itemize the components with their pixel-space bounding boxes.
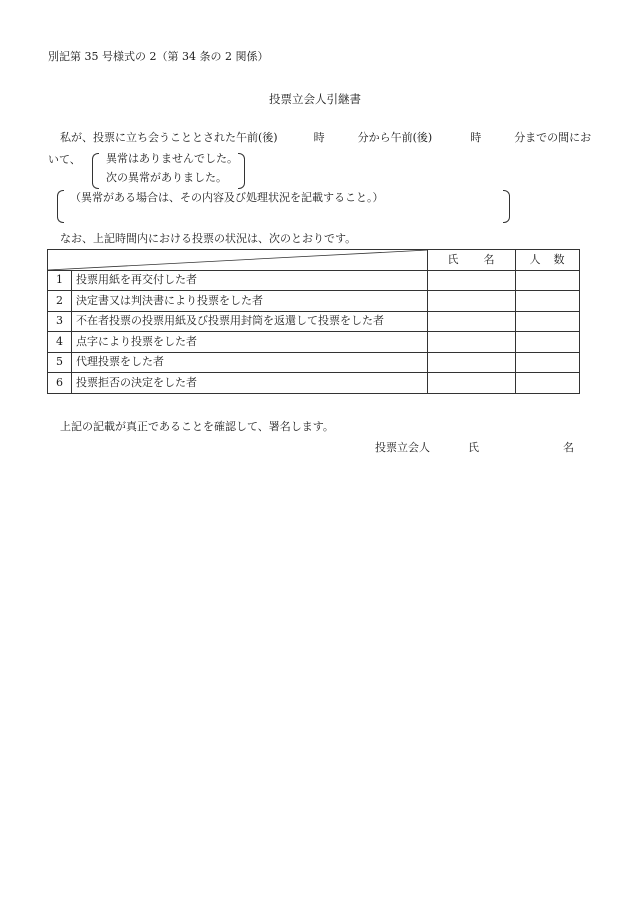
left-bracket xyxy=(92,153,99,189)
right-bracket xyxy=(238,153,245,189)
row-label: 不在者投票の投票用紙及び投票用封筒を返還して投票をした者 xyxy=(72,311,428,332)
name-cell[interactable] xyxy=(428,373,516,394)
name-cell[interactable] xyxy=(428,352,516,373)
row-label: 投票用紙を再交付した者 xyxy=(72,270,428,291)
table-row xyxy=(48,291,580,312)
paragraph-line-1 xyxy=(60,131,591,145)
voting-status-table xyxy=(47,249,580,394)
header-count: 人 数 xyxy=(516,250,580,271)
row-label: 点字により投票をした者 xyxy=(72,332,428,353)
count-cell[interactable] xyxy=(516,332,580,353)
table-row xyxy=(48,373,580,394)
row-number: 2 xyxy=(48,291,72,312)
signature-shi: 氏 xyxy=(468,441,479,454)
count-cell[interactable] xyxy=(516,291,580,312)
count-cell[interactable] xyxy=(516,270,580,291)
row-label: 代理投票をした者 xyxy=(72,352,428,373)
option-anomaly[interactable]: 次の異常がありました。 xyxy=(106,171,227,184)
signature-line xyxy=(375,441,574,455)
name-cell[interactable] xyxy=(428,311,516,332)
diagonal-line xyxy=(48,250,428,271)
count-cell[interactable] xyxy=(516,352,580,373)
anomaly-choice-bracket xyxy=(92,152,245,188)
table-row xyxy=(48,352,580,373)
signature-mei: 名 xyxy=(563,441,574,454)
name-cell[interactable] xyxy=(428,270,516,291)
hour-label-2: 時 xyxy=(470,131,482,144)
note-right-bracket xyxy=(503,190,510,223)
row-number: 3 xyxy=(48,311,72,332)
table-header-row xyxy=(48,250,580,271)
form-reference: 別記第 35 号様式の 2（第 34 条の 2 関係） xyxy=(48,50,269,63)
count-cell[interactable] xyxy=(516,373,580,394)
table-row xyxy=(48,332,580,353)
hour-label-1: 時 xyxy=(313,131,325,144)
note-left-bracket xyxy=(57,190,64,223)
row-number: 6 xyxy=(48,373,72,394)
page-title: 投票立会人引継書 xyxy=(269,92,361,106)
diagonal-header-cell xyxy=(48,250,428,271)
name-cell[interactable] xyxy=(428,291,516,312)
paragraph-text-c: 分までの間にお xyxy=(514,131,592,144)
paragraph-line-2: いて、 xyxy=(48,153,81,166)
row-number: 5 xyxy=(48,352,72,373)
count-cell[interactable] xyxy=(516,311,580,332)
table-intro: なお、上記時間内における投票の状況は、次のとおりです。 xyxy=(60,232,357,245)
row-label: 投票拒否の決定をした者 xyxy=(72,373,428,394)
anomaly-note-instruction: （異常がある場合は、その内容及び処理状況を記載すること。） xyxy=(70,191,384,204)
row-label: 決定書又は判決書により投票をした者 xyxy=(72,291,428,312)
signature-role: 投票立会人 xyxy=(375,441,430,454)
confirmation-statement: 上記の記載が真正であることを確認して、署名します。 xyxy=(60,420,334,433)
row-number: 1 xyxy=(48,270,72,291)
table-row xyxy=(48,270,580,291)
option-no-anomaly[interactable]: 異常はありませんでした。 xyxy=(106,152,238,165)
anomaly-note-box[interactable] xyxy=(57,189,510,223)
name-cell[interactable] xyxy=(428,332,516,353)
table-row xyxy=(48,311,580,332)
header-name: 氏 名 xyxy=(428,250,516,271)
paragraph-text-a: 私が、投票に立ち会うこととされた午前(後) xyxy=(60,131,278,144)
paragraph-text-b: 分から午前(後) xyxy=(357,131,433,144)
row-number: 4 xyxy=(48,332,72,353)
